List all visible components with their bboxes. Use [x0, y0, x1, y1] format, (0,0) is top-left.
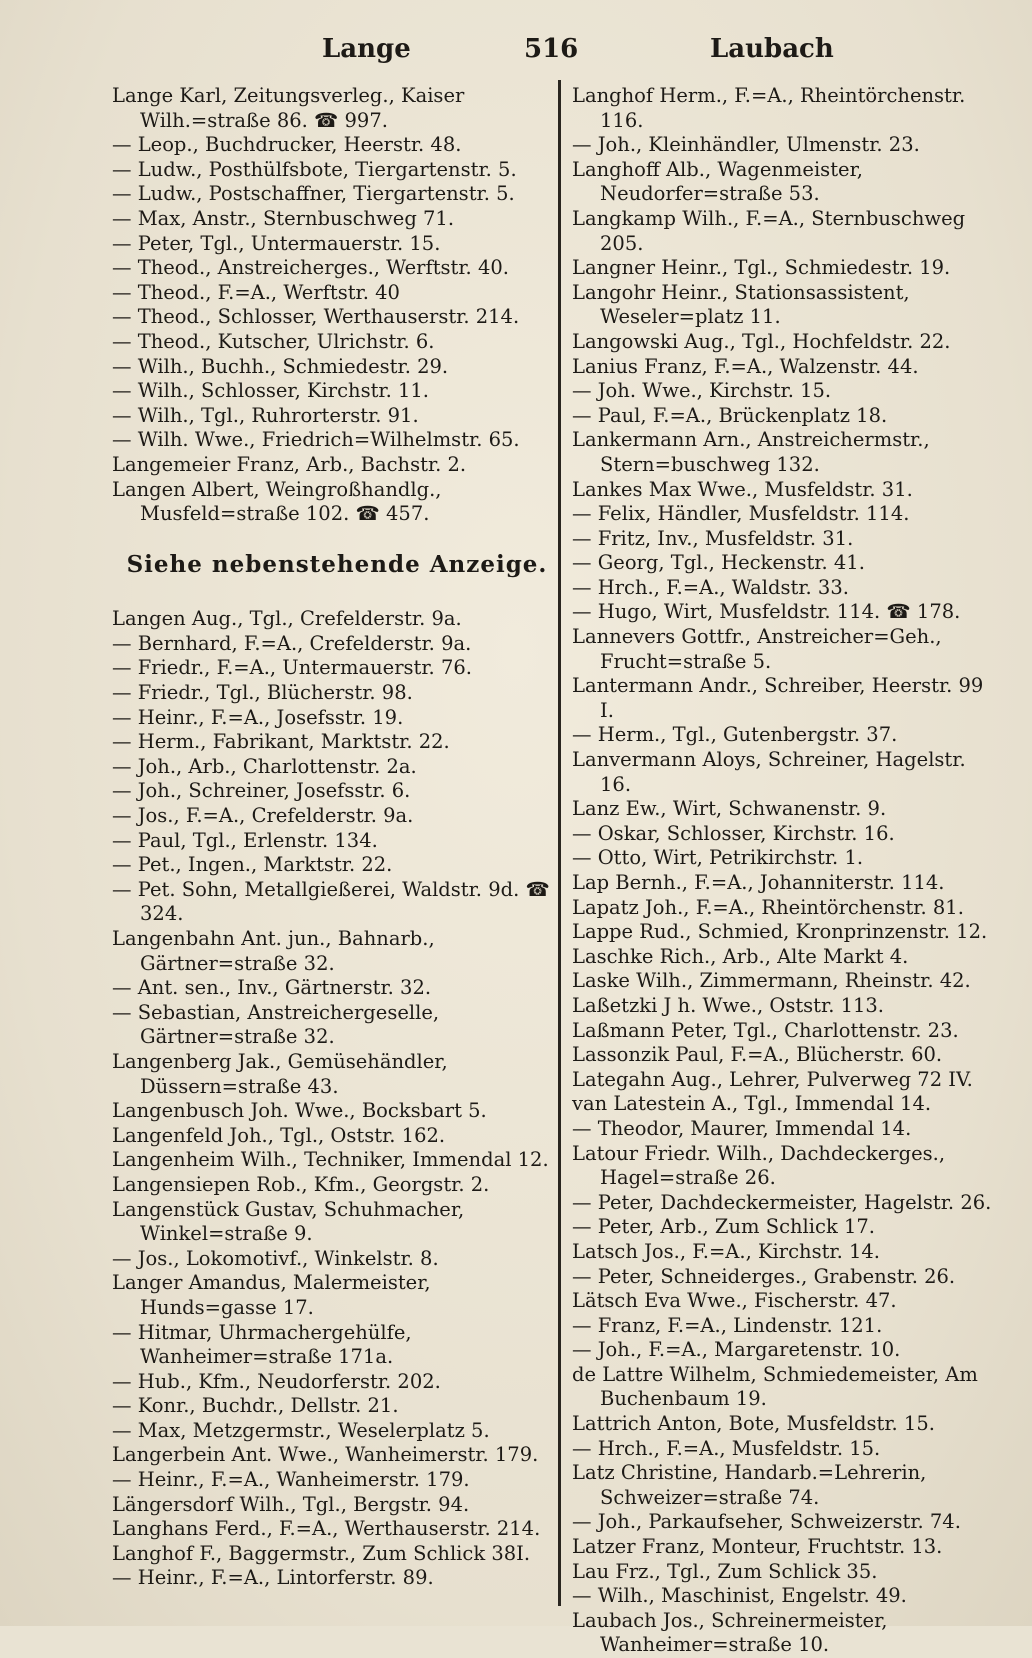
directory-entry: — Joh. Wwe., Kirchstr. 15. — [572, 379, 832, 403]
directory-entry: Langemeier Franz, Arb., Bachstr. 2. — [112, 452, 467, 476]
directory-entry: Lannevers Gottfr., Anstreicher=Geh., Frucht=straße 5. — [572, 625, 942, 673]
directory-entry: Lanvermann Aloys, Schreiner, Hagelstr. 16. — [572, 748, 966, 796]
directory-entry: Laßmann Peter, Tgl., Charlottenstr. 23. — [572, 1018, 959, 1042]
right-column — [572, 84, 997, 1658]
directory-entry: — Heinr., F.=A., Wanheimerstr. 179. — [112, 1468, 470, 1492]
directory-entry: — Theod., Schlosser, Werthauserstr. 214. — [112, 305, 520, 329]
directory-entry: Lankes Max Wwe., Musfeldstr. 31. — [572, 477, 913, 501]
directory-entry: Lap Bernh., F.=A., Johanniterstr. 114. — [572, 871, 945, 894]
directory-entry: — Theod., Anstreicherges., Werftstr. 40. — [112, 256, 509, 280]
directory-entry: de Lattre Wilhelm, Schmiedemeister, Am Buchenbaum 19. — [572, 1362, 978, 1411]
directory-entry: — Herm., Fabrikant, Marktstr. 22. — [112, 730, 450, 754]
directory-entry: — Max, Anstr., Sternbuschweg 71. — [112, 206, 455, 230]
directory-entry: — Theodor, Maurer, Immendal 14. — [572, 1116, 912, 1140]
directory-entry: — Georg, Tgl., Heckenstr. 41. — [572, 551, 865, 575]
directory-entry: — Jos., Lokomotivf., Winkelstr. 8. — [112, 1246, 439, 1270]
directory-entry: Lapatz Joh., F.=A., Rheintörchenstr. 81. — [572, 895, 964, 919]
directory-entry: — Friedr., Tgl., Blücherstr. 98. — [112, 681, 413, 705]
directory-entry: Lätsch Eva Wwe., Fischerstr. 47. — [572, 1289, 897, 1313]
directory-entry: Langner Heinr., Tgl., Schmiedestr. 19. — [572, 256, 951, 280]
directory-entry: Laschke Rich., Arb., Alte Markt 4. — [572, 944, 909, 968]
directory-entry: Langhans Ferd., F.=A., Werthauserstr. 214. — [112, 1517, 541, 1541]
directory-entry: Langenstück Gustav, Schuhmacher, Winkel=straße 9. — [112, 1197, 465, 1246]
directory-entry: Laßetzki J h. Wwe., Oststr. 113. — [572, 993, 885, 1017]
directory-entry: Langohr Heinr., Stationsassistent, Weseler=platz 11. — [572, 280, 910, 329]
directory-entry: Langowski Aug., Tgl., Hochfeldstr. 22. — [572, 329, 951, 353]
directory-entry: — Joh., Kleinhändler, Ulmenstr. 23. — [572, 133, 920, 157]
directory-entry: — Sebastian, Anstreichergeselle, Gärtner=straße 32. — [112, 1000, 440, 1049]
directory-entry: — Felix, Händler, Musfeldstr. 114. — [572, 502, 910, 526]
directory-entry: — Ludw., Posthülfsbote, Tiergartenstr. 5. — [112, 157, 517, 181]
directory-entry: — Herm., Tgl., Gutenbergstr. 37. — [572, 723, 898, 747]
directory-entry: Latzer Franz, Monteur, Fruchtstr. 13. — [572, 1535, 943, 1559]
directory-entry: — Paul, F.=A., Brückenplatz 18. — [572, 403, 888, 427]
directory-entry: Lau Frz., Tgl., Zum Schlick 35. — [572, 1559, 878, 1583]
directory-entry: — Joh., Arb., Charlottenstr. 2a. — [112, 754, 417, 778]
directory-entry: — Pet., Ingen., Marktstr. 22. — [112, 853, 393, 877]
directory-entry: Längersdorf Wilh., Tgl., Bergstr. 94. — [112, 1492, 470, 1516]
directory-entry: — Max, Metzgermstr., Weselerplatz 5. — [112, 1418, 490, 1442]
directory-entry: Langenbahn Ant. jun., Bahnarb., Gärtner=straße 32. — [112, 927, 435, 975]
directory-entry: — Peter, Dachdeckermeister, Hagelstr. 26. — [572, 1190, 992, 1214]
directory-entry: Latour Friedr. Wilh., Dachdeckerges., Hagel=straße 26. — [572, 1141, 946, 1190]
directory-entry: Lappe Rud., Schmied, Kronprinzenstr. 12. — [572, 920, 988, 944]
header-right-keyword: Laubach — [710, 34, 834, 64]
directory-entry: Langer Amandus, Malermeister, Hunds=gasse 17. — [112, 1271, 431, 1319]
directory-entry: — Wilh. Wwe., Friedrich=Wilhelmstr. 65. — [112, 428, 520, 452]
directory-entry: Langenheim Wilh., Techniker, Immendal 12. — [112, 1148, 549, 1172]
directory-entry: — Hitmar, Uhrmachergehülfe, Wanheimer=straße 171a. — [112, 1320, 412, 1369]
directory-entry: Langhof F., Baggermstr., Zum Schlick 38I. — [112, 1541, 531, 1565]
directory-entry: Langenberg Jak., Gemüsehändler, Düssern=straße 43. — [112, 1049, 448, 1098]
directory-entry: Langerbein Ant. Wwe., Wanheimerstr. 179. — [112, 1443, 539, 1467]
directory-entry: — Jos., F.=A., Crefelderstr. 9a. — [112, 804, 414, 828]
directory-entry: — Peter, Schneiderges., Grabenstr. 26. — [572, 1264, 956, 1288]
directory-entry: Lategahn Aug., Lehrer, Pulverweg 72 IV. — [572, 1067, 973, 1091]
directory-entry: — Peter, Arb., Zum Schlick 17. — [572, 1215, 875, 1239]
directory-entry: Latz Christine, Handarb.=Lehrerin, Schweizer=straße 74. — [572, 1461, 927, 1509]
directory-entry: Langhoff Alb., Wagenmeister, Neudorfer=straße 53. — [572, 157, 863, 206]
directory-entry: Langensiepen Rob., Kfm., Georgstr. 2. — [112, 1172, 490, 1196]
directory-entry: — Ludw., Postschaffner, Tiergartenstr. 5. — [112, 182, 515, 206]
directory-entry: — Wilh., Buchh., Schmiedestr. 29. — [112, 354, 449, 378]
directory-entry: Laubach Jos., Schreinermeister, Wanheimer=straße 10. — [572, 1608, 888, 1657]
directory-entry: — Peter, Tgl., Untermauerstr. 15. — [112, 231, 441, 255]
directory-entry: — Oskar, Schlosser, Kirchstr. 16. — [572, 821, 895, 845]
directory-entry: — Bernhard, F.=A., Crefelderstr. 9a. — [112, 631, 472, 655]
directory-entry: Langen Albert, Weingroßhandlg., Musfeld=straße 102. ☎ 457. — [112, 477, 442, 526]
directory-entry: — Theod., F.=A., Werftstr. 40 — [112, 280, 400, 304]
header-left-keyword: Lange — [322, 34, 411, 64]
directory-entry: Lanius Franz, F.=A., Walzenstr. 44. — [572, 354, 919, 378]
directory-entry: Langenbusch Joh. Wwe., Bocksbart 5. — [112, 1099, 487, 1123]
directory-entry: — Joh., F.=A., Margaretenstr. 10. — [572, 1338, 901, 1362]
directory-entry: — Pet. Sohn, Metallgießerei, Waldstr. 9d. ☎ 324. — [112, 877, 550, 926]
directory-entry: Lassonzik Paul, F.=A., Blücherstr. 60. — [572, 1043, 943, 1067]
directory-entry: Lanz Ew., Wirt, Schwanenstr. 9. — [572, 797, 887, 821]
directory-entry: Lange Karl, Zeitungsverleg., Kaiser Wilh.=straße 86. ☎ 997. — [112, 84, 465, 132]
directory-entry: — Hrch., F.=A., Musfeldstr. 15. — [572, 1436, 881, 1460]
page-header — [0, 34, 1032, 74]
page-number: 516 — [524, 34, 579, 64]
directory-entry: — Joh., Parkaufseher, Schweizerstr. 74. — [572, 1510, 961, 1534]
directory-entry: — Franz, F.=A., Lindenstr. 121. — [572, 1313, 883, 1337]
directory-entry: — Hub., Kfm., Neudorferstr. 202. — [112, 1369, 441, 1393]
directory-entry: — Konr., Buchdr., Dellstr. 21. — [112, 1394, 399, 1418]
directory-entry: — Joh., Schreiner, Josefsstr. 6. — [112, 779, 411, 803]
directory-entry: Langkamp Wilh., F.=A., Sternbuschweg 205. — [572, 206, 966, 255]
directory-entry: Lankermann Arn., Anstreichermstr., Stern=buschweg 132. — [572, 428, 930, 476]
directory-entry: — Friedr., F.=A., Untermauerstr. 76. — [112, 656, 472, 680]
directory-entry: Laske Wilh., Zimmermann, Rheinstr. 42. — [572, 969, 971, 993]
directory-entry: — Theod., Kutscher, Ulrichstr. 6. — [112, 329, 435, 353]
directory-entry: Lantermann Andr., Schreiber, Heerstr. 99 I. — [572, 674, 984, 722]
advertisement-notice: Siehe nebenstehende Anzeige. — [126, 550, 548, 578]
directory-entry: — Ant. sen., Inv., Gärtnerstr. 32. — [112, 976, 432, 1000]
left-column — [112, 84, 562, 1591]
directory-entry: — Paul, Tgl., Erlenstr. 134. — [112, 828, 378, 852]
directory-entry: Latsch Jos., F.=A., Kirchstr. 14. — [572, 1239, 881, 1263]
directory-entry: van Latestein A., Tgl., Immendal 14. — [572, 1092, 932, 1116]
directory-entry: — Otto, Wirt, Petrikirchstr. 1. — [572, 846, 864, 870]
directory-entry: — Wilh., Schlosser, Kirchstr. 11. — [112, 379, 430, 403]
directory-entry: — Wilh., Tgl., Ruhrorterstr. 91. — [112, 403, 419, 427]
directory-entry: Langhof Herm., F.=A., Rheintörchenstr. 116. — [572, 84, 966, 132]
directory-entry: — Hrch., F.=A., Waldstr. 33. — [572, 575, 849, 599]
directory-entry: — Heinr., F.=A., Lintorferstr. 89. — [112, 1566, 434, 1590]
directory-entry: Langenfeld Joh., Tgl., Oststr. 162. — [112, 1123, 446, 1147]
directory-entry: — Hugo, Wirt, Musfeldstr. 114. ☎ 178. — [572, 600, 961, 624]
directory-entry: Lattrich Anton, Bote, Musfeldstr. 15. — [572, 1412, 935, 1436]
directory-entry: Langen Aug., Tgl., Crefelderstr. 9a. — [112, 607, 462, 631]
directory-entry: — Fritz, Inv., Musfeldstr. 31. — [572, 526, 854, 550]
directory-entry: — Leop., Buchdrucker, Heerstr. 48. — [112, 133, 462, 157]
directory-entry: — Wilh., Maschinist, Engelstr. 49. — [572, 1584, 907, 1608]
directory-entry: — Heinr., F.=A., Josefsstr. 19. — [112, 705, 404, 729]
